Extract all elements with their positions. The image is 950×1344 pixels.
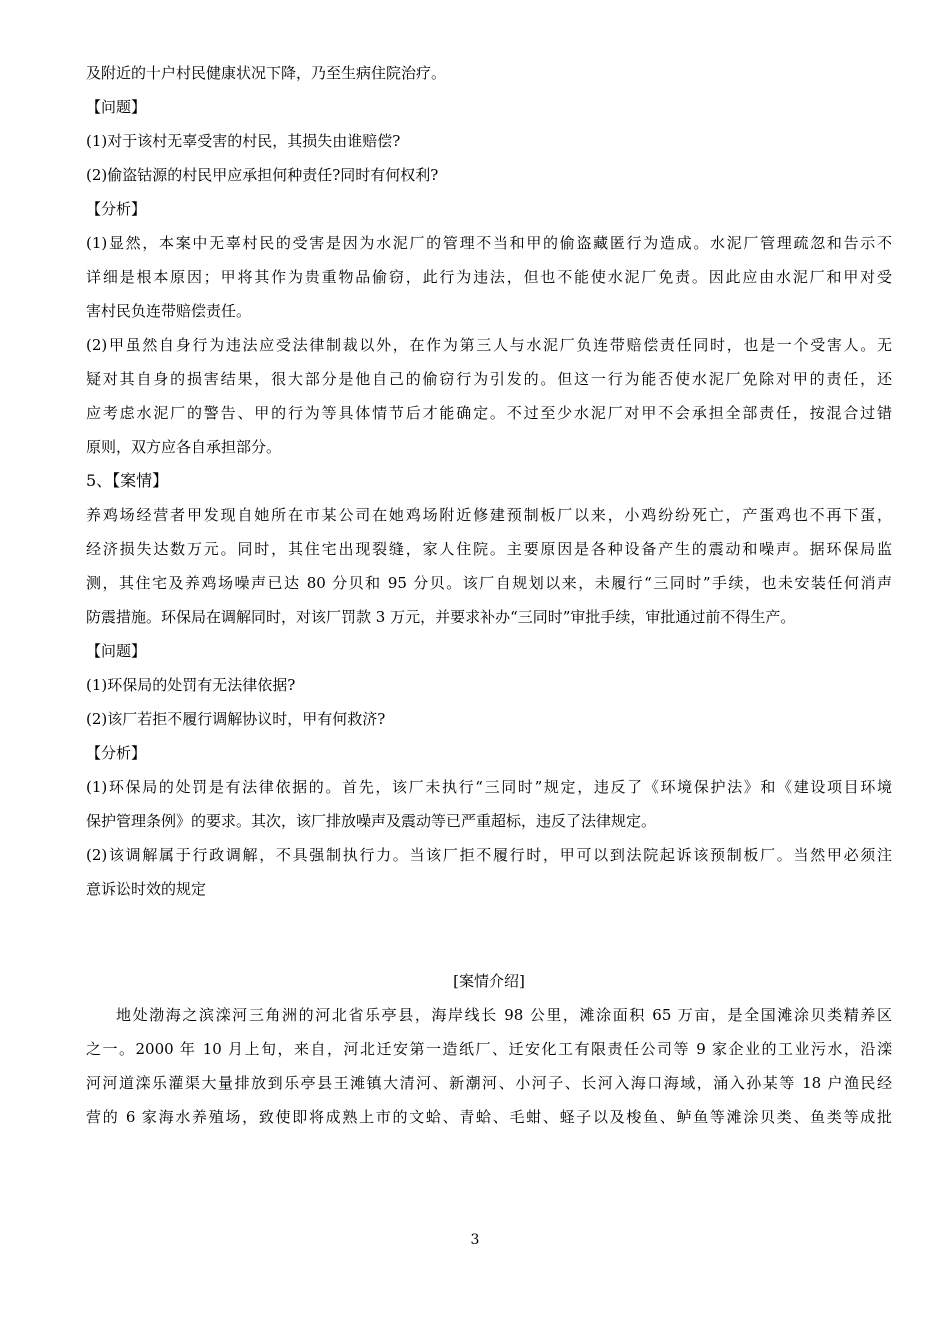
question-item (86, 702, 892, 736)
analysis-paragraph-1 (86, 770, 892, 838)
paragraph-line: 测，其住宅及养鸡场噪声已达 80 分贝和 95 分贝。该厂自规划以来，未履行“三同时”手续，也未安装任何消声 (86, 574, 892, 592)
heading-text: 5、【案情】 (86, 471, 169, 490)
case-paragraph (86, 498, 892, 634)
case-intro-title (86, 964, 892, 998)
paragraph-line: 之一。2000 年 10 月上旬，来自，河北迁安第一造纸厂、迁安化工有限责任公司等 9 家企业的工业污水，沿滦 (86, 1040, 892, 1058)
paragraph-line: 营的 6 家海水养殖场，致使即将成熟上市的文蛤、青蛤、毛蚶、蛏子以及梭鱼、鲈鱼等滩涂贝类、鱼类等成批 (86, 1108, 892, 1126)
question-item (86, 668, 892, 702)
case-intro-paragraph (86, 998, 892, 1134)
question-text: (2)偷盗钴源的村民甲应承担何种责任?同时有何权利? (86, 166, 439, 184)
section-label-analysis (86, 736, 892, 770)
analysis-paragraph-2 (86, 838, 892, 906)
label-text: 【问题】 (86, 98, 147, 116)
question-text: (1)环保局的处罚有无法律依据? (86, 676, 296, 694)
title-text: [案情介绍] (453, 972, 525, 990)
paragraph-line: 疑对其自身的损害结果，很大部分是他自己的偷窃行为引发的。但这一行为能否使水泥厂免除对甲的责任，还 (86, 370, 892, 388)
paragraph-line: (1)显然，本案中无辜村民的受害是因为水泥厂的管理不当和甲的偷盗藏匿行为造成。水泥厂管理疏忽和告示不 (86, 234, 892, 252)
paragraph-line: 详细是根本原因；甲将其作为贵重物品偷窃，此行为违法，但也不能使水泥厂免责。因此应由水泥厂和甲对受 (86, 268, 892, 286)
paragraph-text: 及附近的十户村民健康状况下降，乃至生病住院治疗。 (86, 64, 447, 82)
question-item (86, 124, 892, 158)
label-text: 【分析】 (86, 200, 147, 218)
page-number: 3 (470, 1232, 480, 1248)
paragraph-line: 意诉讼时效的规定 (86, 880, 207, 898)
paragraph-line: 养鸡场经营者甲发现自她所在市某公司在她鸡场附近修建预制板厂以来，小鸡纷纷死亡，产蛋鸡也不再下蛋， (86, 506, 892, 524)
paragraph-line: 地处渤海之滨滦河三角洲的河北省乐亭县，海岸线长 98 公里，滩涂面积 65 万亩，是全国滩涂贝类精养区 (116, 1006, 892, 1024)
paragraph-line: 原则，双方应各自承担部分。 (86, 438, 282, 456)
section-label-analysis (86, 192, 892, 226)
spacer (86, 906, 892, 964)
label-text: 【分析】 (86, 744, 147, 762)
paragraph-line: (2)该调解属于行政调解，不具强制执行力。当该厂拒不履行时，甲可以到法院起诉该预制板厂。当然甲必须注 (86, 846, 892, 864)
question-text: (1)对于该村无辜受害的村民，其损失由谁赔偿? (86, 132, 401, 150)
text-line (86, 56, 892, 90)
question-item (86, 158, 892, 192)
question-text: (2)该厂若拒不履行调解协议时，甲有何救济? (86, 710, 386, 728)
label-text: 【问题】 (86, 642, 147, 660)
section-label-question (86, 634, 892, 668)
paragraph-line: 经济损失达数万元。同时，其住宅出现裂缝，家人住院。主要原因是各种设备产生的震动和噪声。据环保局监 (86, 540, 892, 558)
paragraph-line: 保护管理条例》的要求。其次，该厂排放噪声及震动等已严重超标，违反了法律规定。 (86, 812, 657, 830)
case-heading (86, 464, 892, 498)
paragraph-line: (2)甲虽然自身行为违法应受法律制裁以外，在作为第三人与水泥厂负连带赔偿责任同时，也是一个受害人。无 (86, 336, 892, 354)
analysis-paragraph-1 (86, 226, 892, 328)
paragraph-line: 害村民负连带赔偿责任。 (86, 302, 252, 320)
section-label-question (86, 90, 892, 124)
paragraph-line: 应考虑水泥厂的警告、甲的行为等具体情节后才能确定。不过至少水泥厂对甲不会承担全部责任，按混合过错 (86, 404, 892, 422)
paragraph-line: 防震措施。环保局在调解同时，对该厂罚款 3 万元，并要求补办“三同时”审批手续，审批通过前不得生产。 (86, 608, 796, 626)
document-body (86, 56, 892, 1134)
analysis-paragraph-2 (86, 328, 892, 464)
paragraph-line: 河河道滦乐灌渠大量排放到乐亭县王滩镇大清河、新潮河、小河子、长河入海口海域，涌入孙某等 18 户渔民经 (86, 1074, 892, 1092)
paragraph-line: (1)环保局的处罚是有法律依据的。首先，该厂未执行“三同时”规定，违反了《环境保护法》和《建设项目环境 (86, 778, 892, 796)
